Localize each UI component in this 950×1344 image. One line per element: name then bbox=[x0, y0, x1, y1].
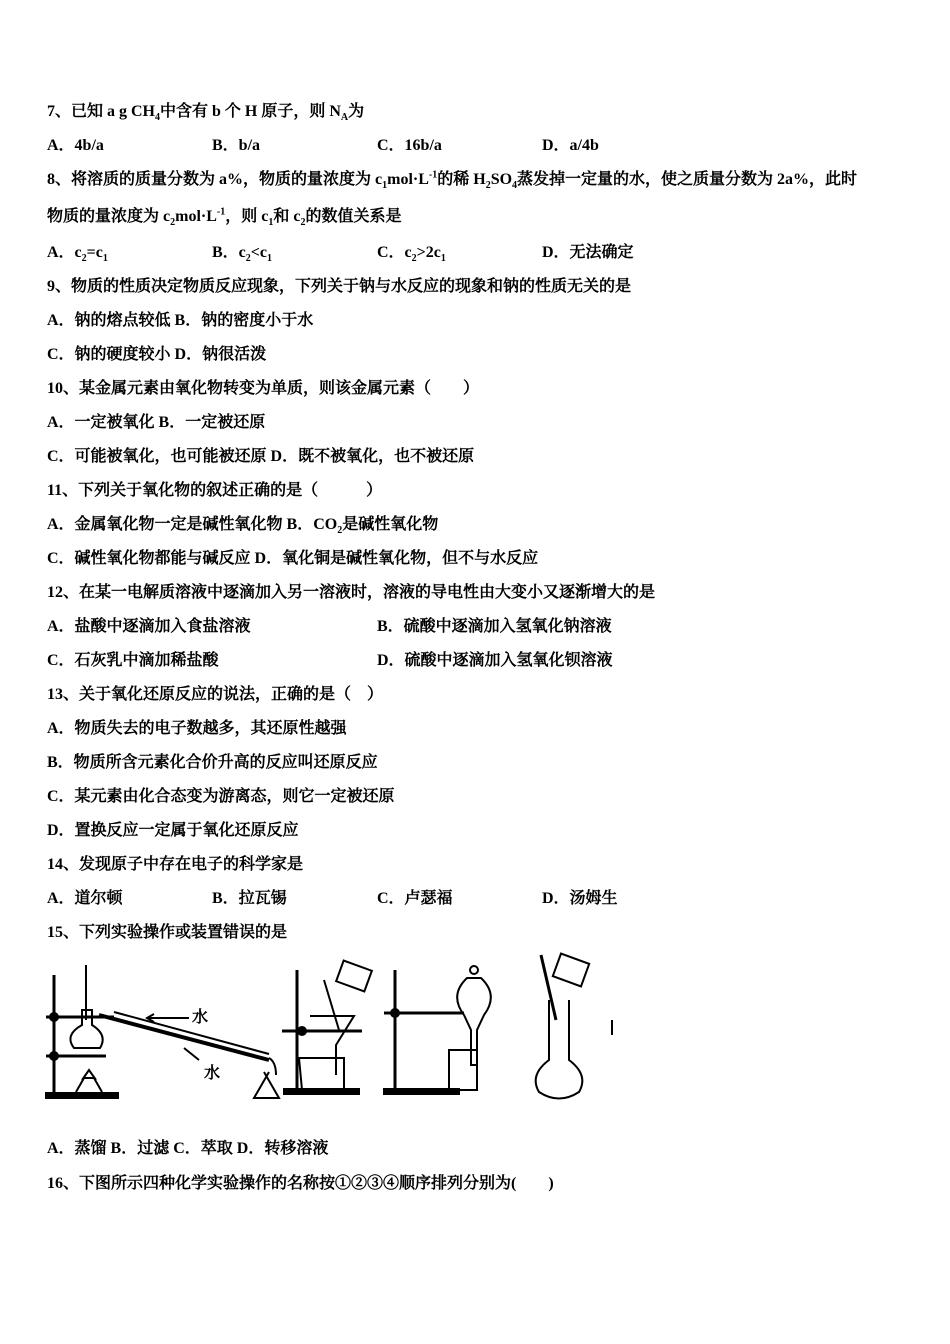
text: A．c bbox=[47, 244, 82, 261]
q13-option-b: B．物质所含元素化合价升高的反应叫还原反应 bbox=[47, 754, 378, 771]
q11-stem: 11、下列关于氧化物的叙述正确的是（ ） bbox=[47, 482, 383, 499]
superscript: -1 bbox=[428, 169, 438, 181]
text: A．金属氧化物一定是碱性氧化物 B．CO bbox=[47, 516, 338, 533]
q8-option-c bbox=[377, 243, 446, 263]
subscript: 2 bbox=[337, 525, 343, 537]
q15-options: A．蒸馏 B．过滤 C．萃取 D．转移溶液 bbox=[47, 1140, 329, 1157]
q9-stem: 9、物质的性质决定物质反应现象，下列关于钠与水反应的现象和钠的性质无关的是 bbox=[47, 278, 632, 295]
q10-options-line2: C．可能被氧化，也可能被还原 D．既不被氧化，也不被还原 bbox=[47, 448, 475, 465]
subscript: 2 bbox=[170, 217, 176, 229]
q16-stem: 16、下图所示四种化学实验操作的名称按①②③④顺序排列分别为( ) bbox=[47, 1175, 554, 1192]
q9-options-line2: C．钠的硬度较小 D．钠很活泼 bbox=[47, 346, 267, 363]
text: 蒸发掉一定量的水，使之质量分数为 2a%，此时 bbox=[517, 171, 858, 188]
q14-option-c: C．卢瑟福 bbox=[377, 890, 453, 907]
text: C．c bbox=[377, 244, 412, 261]
q13-option-d: D．置换反应一定属于氧化还原反应 bbox=[47, 822, 299, 839]
text: mol·L bbox=[387, 171, 429, 188]
q7-option-a: A．4b/a bbox=[47, 137, 104, 154]
text: 8、将溶质的质量分数为 a%，物质的量浓度为 c bbox=[47, 171, 383, 188]
subscript: A bbox=[340, 112, 349, 124]
q14-option-a: A．道尔顿 bbox=[47, 890, 123, 907]
text: 的数值关系是 bbox=[305, 208, 402, 225]
q13-option-c: C．某元素由化合态变为游离态，则它一定被还原 bbox=[47, 788, 395, 805]
q12-option-c: C．石灰乳中滴加稀盐酸 bbox=[47, 652, 219, 669]
q10-options-line1: A．一定被氧化 B．一定被还原 bbox=[47, 414, 266, 431]
subscript: 2 bbox=[411, 253, 417, 265]
text: mol·L bbox=[175, 208, 217, 225]
subscript: 1 bbox=[102, 253, 108, 265]
q7-option-d: D．a/4b bbox=[542, 137, 599, 154]
text: =c bbox=[86, 244, 103, 261]
text: 和 c bbox=[273, 208, 301, 225]
q8-option-d: D．无法确定 bbox=[542, 244, 634, 261]
subscript: 1 bbox=[267, 253, 272, 265]
filtration-apparatus bbox=[282, 961, 372, 1094]
q14-stem: 14、发现原子中存在电子的科学家是 bbox=[47, 856, 304, 873]
separatory-funnel-apparatus bbox=[384, 966, 491, 1094]
text: B．c bbox=[212, 244, 246, 261]
q11-options-line2: C．碱性氧化物都能与碱反应 D．氧化铜是碱性氧化物，但不与水反应 bbox=[47, 550, 539, 567]
q12-stem: 12、在某一电解质溶液中逐滴加入另一溶液时，溶液的导电性由大变小又逐渐增大的是 bbox=[47, 584, 656, 601]
q8-stem-line2 bbox=[47, 207, 401, 227]
text: <c bbox=[250, 244, 267, 261]
text: >2c bbox=[416, 244, 441, 261]
subscript: 4 bbox=[155, 112, 161, 124]
water-in-label: 水 bbox=[192, 1009, 209, 1026]
water-out-label: 水 bbox=[204, 1065, 221, 1082]
distillation-apparatus bbox=[46, 965, 279, 1098]
subscript: 2 bbox=[300, 217, 306, 229]
text: 7、已知 a g CH bbox=[47, 103, 156, 120]
text: 物质的量浓度为 c bbox=[47, 208, 171, 225]
q12-option-b: B．硫酸中逐滴加入氢氧化钠溶液 bbox=[377, 618, 612, 635]
text: SO bbox=[490, 171, 513, 188]
text: ，则 c bbox=[225, 208, 269, 225]
lab-apparatus-figure bbox=[44, 950, 624, 1110]
text: 为 bbox=[348, 103, 365, 120]
q8-option-a bbox=[47, 243, 108, 263]
subscript: 1 bbox=[268, 217, 274, 229]
subscript: 2 bbox=[485, 180, 491, 192]
subscript: 1 bbox=[440, 253, 446, 265]
q8-stem-line1 bbox=[47, 170, 857, 190]
q9-options-line1: A．钠的熔点较低 B．钠的密度小于水 bbox=[47, 312, 314, 329]
q7-option-c: C．16b/a bbox=[377, 137, 442, 154]
q13-stem: 13、关于氧化还原反应的说法，正确的是（ ） bbox=[47, 686, 384, 703]
volumetric-flask-transfer bbox=[536, 954, 612, 1099]
q7-option-b: B．b/a bbox=[212, 137, 261, 154]
subscript: 2 bbox=[81, 253, 87, 265]
q14-option-d: D．汤姆生 bbox=[542, 890, 618, 907]
q14-option-b: B．拉瓦锡 bbox=[212, 890, 287, 907]
q11-options-line1 bbox=[47, 515, 438, 535]
subscript: 1 bbox=[382, 180, 388, 192]
q15-stem: 15、下列实验操作或装置错误的是 bbox=[47, 924, 288, 941]
q7-stem bbox=[47, 102, 364, 122]
q13-option-a: A．物质失去的电子数越多，其还原性越强 bbox=[47, 720, 347, 737]
subscript: 2 bbox=[245, 253, 251, 265]
text: 是碱性氧化物 bbox=[342, 516, 439, 533]
q10-stem: 10、某金属元素由氧化物转变为单质，则该金属元素（ ） bbox=[47, 380, 480, 397]
q8-option-b bbox=[212, 243, 272, 263]
superscript: -1 bbox=[216, 206, 226, 218]
text: 的稀 H bbox=[437, 171, 486, 188]
q12-option-a: A．盐酸中逐滴加入食盐溶液 bbox=[47, 618, 251, 635]
subscript: 4 bbox=[512, 180, 518, 192]
text: 中含有 b 个 H 原子，则 N bbox=[160, 103, 341, 120]
q12-option-d: D．硫酸中逐滴加入氢氧化钡溶液 bbox=[377, 652, 613, 669]
